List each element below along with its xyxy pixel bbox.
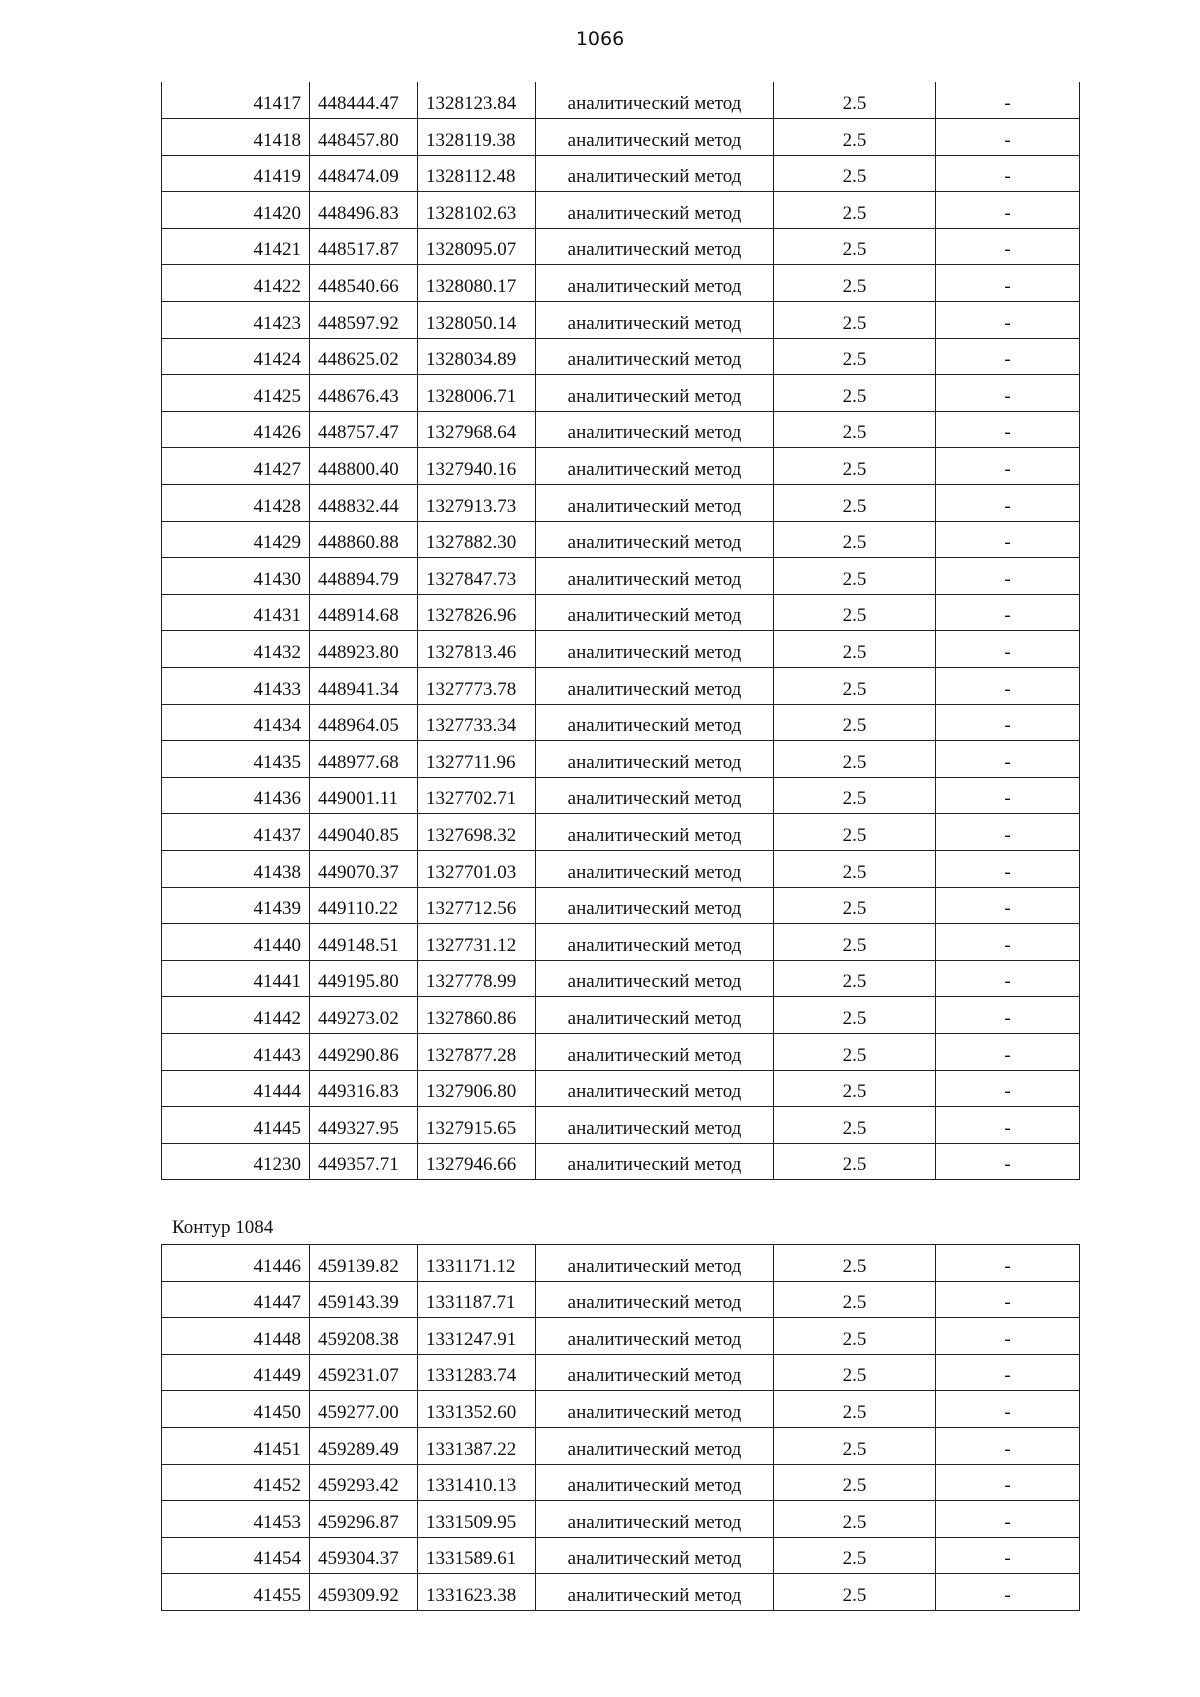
- table-row: [162, 1245, 1080, 1282]
- table-row: [162, 155, 1080, 192]
- method-cell: аналитический метод: [536, 82, 774, 119]
- description-cell: -: [936, 1245, 1080, 1282]
- x-coordinate-cell: 448597.92: [310, 302, 418, 339]
- y-coordinate-cell: 1327778.99: [418, 960, 536, 997]
- y-coordinate-cell: 1331387.22: [418, 1427, 536, 1464]
- description-cell: -: [936, 1427, 1080, 1464]
- x-coordinate-cell: 448625.02: [310, 338, 418, 375]
- description-cell: -: [936, 192, 1080, 229]
- x-coordinate-cell: 449001.11: [310, 777, 418, 814]
- x-coordinate-cell: 459231.07: [310, 1354, 418, 1391]
- point-id-cell: 41417: [162, 82, 310, 119]
- point-id-cell: 41431: [162, 594, 310, 631]
- accuracy-cell: 2.5: [774, 1427, 936, 1464]
- table-row: [162, 192, 1080, 229]
- y-coordinate-cell: 1331171.12: [418, 1245, 536, 1282]
- y-coordinate-cell: 1328119.38: [418, 119, 536, 156]
- description-cell: -: [936, 997, 1080, 1034]
- x-coordinate-cell: 448860.88: [310, 521, 418, 558]
- x-coordinate-cell: 448757.47: [310, 411, 418, 448]
- point-id-cell: 41443: [162, 1033, 310, 1070]
- y-coordinate-cell: 1327877.28: [418, 1033, 536, 1070]
- method-cell: аналитический метод: [536, 1354, 774, 1391]
- accuracy-cell: 2.5: [774, 960, 936, 997]
- accuracy-cell: 2.5: [774, 997, 936, 1034]
- y-coordinate-cell: 1331589.61: [418, 1537, 536, 1574]
- y-coordinate-cell: 1328102.63: [418, 192, 536, 229]
- y-coordinate-cell: 1327968.64: [418, 411, 536, 448]
- description-cell: -: [936, 887, 1080, 924]
- x-coordinate-cell: 449040.85: [310, 814, 418, 851]
- method-cell: аналитический метод: [536, 558, 774, 595]
- accuracy-cell: 2.5: [774, 521, 936, 558]
- table-row: [162, 1318, 1080, 1355]
- point-id-cell: 41445: [162, 1107, 310, 1144]
- point-id-cell: 41424: [162, 338, 310, 375]
- x-coordinate-cell: 449070.37: [310, 850, 418, 887]
- table-row: [162, 997, 1080, 1034]
- x-coordinate-cell: 459296.87: [310, 1501, 418, 1538]
- table-row: [162, 558, 1080, 595]
- x-coordinate-cell: 449316.83: [310, 1070, 418, 1107]
- y-coordinate-cell: 1327860.86: [418, 997, 536, 1034]
- page-number: 1066: [575, 28, 625, 50]
- description-cell: -: [936, 850, 1080, 887]
- accuracy-cell: 2.5: [774, 1281, 936, 1318]
- table-row: [162, 777, 1080, 814]
- description-cell: -: [936, 1033, 1080, 1070]
- x-coordinate-cell: 459277.00: [310, 1391, 418, 1428]
- method-cell: аналитический метод: [536, 1033, 774, 1070]
- point-id-cell: 41428: [162, 485, 310, 522]
- accuracy-cell: 2.5: [774, 594, 936, 631]
- accuracy-cell: 2.5: [774, 375, 936, 412]
- x-coordinate-cell: 449357.71: [310, 1143, 418, 1180]
- y-coordinate-cell: 1327698.32: [418, 814, 536, 851]
- x-coordinate-cell: 449110.22: [310, 887, 418, 924]
- accuracy-cell: 2.5: [774, 1537, 936, 1574]
- method-cell: аналитический метод: [536, 338, 774, 375]
- accuracy-cell: 2.5: [774, 338, 936, 375]
- description-cell: -: [936, 814, 1080, 851]
- description-cell: -: [936, 521, 1080, 558]
- y-coordinate-cell: 1331247.91: [418, 1318, 536, 1355]
- table-row: [162, 265, 1080, 302]
- method-cell: аналитический метод: [536, 741, 774, 778]
- point-id-cell: 41449: [162, 1354, 310, 1391]
- accuracy-cell: 2.5: [774, 777, 936, 814]
- description-cell: -: [936, 1354, 1080, 1391]
- contour-label: Контур 1084: [172, 1217, 274, 1238]
- accuracy-cell: 2.5: [774, 1318, 936, 1355]
- description-cell: -: [936, 1143, 1080, 1180]
- y-coordinate-cell: 1327701.03: [418, 850, 536, 887]
- table-row: [162, 1464, 1080, 1501]
- x-coordinate-cell: 448914.68: [310, 594, 418, 631]
- method-cell: аналитический метод: [536, 155, 774, 192]
- method-cell: аналитический метод: [536, 485, 774, 522]
- x-coordinate-cell: 449273.02: [310, 997, 418, 1034]
- method-cell: аналитический метод: [536, 1070, 774, 1107]
- y-coordinate-cell: 1327915.65: [418, 1107, 536, 1144]
- x-coordinate-cell: 459289.49: [310, 1427, 418, 1464]
- table-row: [162, 924, 1080, 961]
- accuracy-cell: 2.5: [774, 155, 936, 192]
- table-row: [162, 1427, 1080, 1464]
- point-id-cell: 41455: [162, 1574, 310, 1611]
- y-coordinate-cell: 1327940.16: [418, 448, 536, 485]
- accuracy-cell: 2.5: [774, 448, 936, 485]
- table-row: [162, 960, 1080, 997]
- x-coordinate-cell: 448894.79: [310, 558, 418, 595]
- point-id-cell: 41446: [162, 1245, 310, 1282]
- description-cell: -: [936, 924, 1080, 961]
- accuracy-cell: 2.5: [774, 265, 936, 302]
- table-row: [162, 668, 1080, 705]
- table-row: [162, 1281, 1080, 1318]
- method-cell: аналитический метод: [536, 1281, 774, 1318]
- accuracy-cell: 2.5: [774, 411, 936, 448]
- accuracy-cell: 2.5: [774, 850, 936, 887]
- x-coordinate-cell: 448676.43: [310, 375, 418, 412]
- description-cell: -: [936, 704, 1080, 741]
- accuracy-cell: 2.5: [774, 119, 936, 156]
- contour-1084-table: [161, 1244, 1080, 1611]
- method-cell: аналитический метод: [536, 375, 774, 412]
- method-cell: аналитический метод: [536, 1391, 774, 1428]
- point-id-cell: 41427: [162, 448, 310, 485]
- y-coordinate-cell: 1328006.71: [418, 375, 536, 412]
- accuracy-cell: 2.5: [774, 704, 936, 741]
- accuracy-cell: 2.5: [774, 1245, 936, 1282]
- accuracy-cell: 2.5: [774, 741, 936, 778]
- x-coordinate-cell: 448964.05: [310, 704, 418, 741]
- method-cell: аналитический метод: [536, 448, 774, 485]
- point-id-cell: 41442: [162, 997, 310, 1034]
- table-row: [162, 448, 1080, 485]
- table-row: [162, 1033, 1080, 1070]
- x-coordinate-cell: 459139.82: [310, 1245, 418, 1282]
- method-cell: аналитический метод: [536, 594, 774, 631]
- y-coordinate-cell: 1331283.74: [418, 1354, 536, 1391]
- y-coordinate-cell: 1328080.17: [418, 265, 536, 302]
- method-cell: аналитический метод: [536, 1143, 774, 1180]
- method-cell: аналитический метод: [536, 814, 774, 851]
- table-row: [162, 887, 1080, 924]
- description-cell: -: [936, 82, 1080, 119]
- description-cell: -: [936, 777, 1080, 814]
- accuracy-cell: 2.5: [774, 1107, 936, 1144]
- description-cell: -: [936, 668, 1080, 705]
- description-cell: -: [936, 485, 1080, 522]
- point-id-cell: 41426: [162, 411, 310, 448]
- accuracy-cell: 2.5: [774, 1354, 936, 1391]
- table-row: [162, 485, 1080, 522]
- accuracy-cell: 2.5: [774, 192, 936, 229]
- table-row: [162, 119, 1080, 156]
- point-id-cell: 41421: [162, 228, 310, 265]
- y-coordinate-cell: 1327711.96: [418, 741, 536, 778]
- accuracy-cell: 2.5: [774, 228, 936, 265]
- x-coordinate-cell: 449195.80: [310, 960, 418, 997]
- y-coordinate-cell: 1327826.96: [418, 594, 536, 631]
- table-row: [162, 411, 1080, 448]
- table-row: [162, 814, 1080, 851]
- x-coordinate-cell: 448496.83: [310, 192, 418, 229]
- y-coordinate-cell: 1327712.56: [418, 887, 536, 924]
- method-cell: аналитический метод: [536, 631, 774, 668]
- description-cell: -: [936, 1281, 1080, 1318]
- accuracy-cell: 2.5: [774, 1143, 936, 1180]
- x-coordinate-cell: 459293.42: [310, 1464, 418, 1501]
- table-row: [162, 850, 1080, 887]
- description-cell: -: [936, 155, 1080, 192]
- table-row: [162, 302, 1080, 339]
- method-cell: аналитический метод: [536, 997, 774, 1034]
- table-row: [162, 338, 1080, 375]
- description-cell: -: [936, 1464, 1080, 1501]
- y-coordinate-cell: 1327847.73: [418, 558, 536, 595]
- description-cell: -: [936, 1574, 1080, 1611]
- point-id-cell: 41451: [162, 1427, 310, 1464]
- method-cell: аналитический метод: [536, 1245, 774, 1282]
- y-coordinate-cell: 1331187.71: [418, 1281, 536, 1318]
- point-id-cell: 41439: [162, 887, 310, 924]
- point-id-cell: 41453: [162, 1501, 310, 1538]
- table-row: [162, 375, 1080, 412]
- method-cell: аналитический метод: [536, 1537, 774, 1574]
- table-row: [162, 631, 1080, 668]
- y-coordinate-cell: 1327731.12: [418, 924, 536, 961]
- x-coordinate-cell: 448540.66: [310, 265, 418, 302]
- table-row: [162, 521, 1080, 558]
- point-id-cell: 41448: [162, 1318, 310, 1355]
- description-cell: -: [936, 119, 1080, 156]
- point-id-cell: 41444: [162, 1070, 310, 1107]
- method-cell: аналитический метод: [536, 1107, 774, 1144]
- point-id-cell: 41230: [162, 1143, 310, 1180]
- x-coordinate-cell: 448517.87: [310, 228, 418, 265]
- table-row: [162, 1391, 1080, 1428]
- method-cell: аналитический метод: [536, 302, 774, 339]
- method-cell: аналитический метод: [536, 1574, 774, 1611]
- accuracy-cell: 2.5: [774, 82, 936, 119]
- accuracy-cell: 2.5: [774, 924, 936, 961]
- method-cell: аналитический метод: [536, 960, 774, 997]
- x-coordinate-cell: 449148.51: [310, 924, 418, 961]
- y-coordinate-cell: 1327773.78: [418, 668, 536, 705]
- accuracy-cell: 2.5: [774, 1574, 936, 1611]
- y-coordinate-cell: 1331509.95: [418, 1501, 536, 1538]
- method-cell: аналитический метод: [536, 411, 774, 448]
- x-coordinate-cell: 448474.09: [310, 155, 418, 192]
- y-coordinate-cell: 1328123.84: [418, 82, 536, 119]
- point-id-cell: 41418: [162, 119, 310, 156]
- method-cell: аналитический метод: [536, 1464, 774, 1501]
- y-coordinate-cell: 1328050.14: [418, 302, 536, 339]
- method-cell: аналитический метод: [536, 1501, 774, 1538]
- method-cell: аналитический метод: [536, 887, 774, 924]
- x-coordinate-cell: 459143.39: [310, 1281, 418, 1318]
- point-id-cell: 41425: [162, 375, 310, 412]
- y-coordinate-cell: 1327946.66: [418, 1143, 536, 1180]
- method-cell: аналитический метод: [536, 192, 774, 229]
- description-cell: -: [936, 1501, 1080, 1538]
- table-row: [162, 1354, 1080, 1391]
- point-id-cell: 41419: [162, 155, 310, 192]
- method-cell: аналитический метод: [536, 777, 774, 814]
- x-coordinate-cell: 448800.40: [310, 448, 418, 485]
- accuracy-cell: 2.5: [774, 1070, 936, 1107]
- accuracy-cell: 2.5: [774, 1391, 936, 1428]
- description-cell: -: [936, 558, 1080, 595]
- y-coordinate-cell: 1327813.46: [418, 631, 536, 668]
- point-id-cell: 41432: [162, 631, 310, 668]
- method-cell: аналитический метод: [536, 521, 774, 558]
- point-id-cell: 41447: [162, 1281, 310, 1318]
- y-coordinate-cell: 1327702.71: [418, 777, 536, 814]
- y-coordinate-cell: 1327906.80: [418, 1070, 536, 1107]
- y-coordinate-cell: 1331410.13: [418, 1464, 536, 1501]
- table-row: [162, 704, 1080, 741]
- y-coordinate-cell: 1328095.07: [418, 228, 536, 265]
- description-cell: -: [936, 1070, 1080, 1107]
- x-coordinate-cell: 449290.86: [310, 1033, 418, 1070]
- table-row: [162, 741, 1080, 778]
- description-cell: -: [936, 228, 1080, 265]
- table-row: [162, 82, 1080, 119]
- description-cell: -: [936, 631, 1080, 668]
- point-id-cell: 41436: [162, 777, 310, 814]
- x-coordinate-cell: 448832.44: [310, 485, 418, 522]
- coordinates-table: [161, 82, 1080, 1180]
- description-cell: -: [936, 960, 1080, 997]
- point-id-cell: 41438: [162, 850, 310, 887]
- method-cell: аналитический метод: [536, 924, 774, 961]
- y-coordinate-cell: 1327733.34: [418, 704, 536, 741]
- table-row: [162, 1574, 1080, 1611]
- description-cell: -: [936, 375, 1080, 412]
- x-coordinate-cell: 459304.37: [310, 1537, 418, 1574]
- description-cell: -: [936, 1391, 1080, 1428]
- y-coordinate-cell: 1331352.60: [418, 1391, 536, 1428]
- accuracy-cell: 2.5: [774, 558, 936, 595]
- description-cell: -: [936, 338, 1080, 375]
- y-coordinate-cell: 1328034.89: [418, 338, 536, 375]
- description-cell: -: [936, 448, 1080, 485]
- x-coordinate-cell: 448923.80: [310, 631, 418, 668]
- table-row: [162, 1501, 1080, 1538]
- accuracy-cell: 2.5: [774, 485, 936, 522]
- description-cell: -: [936, 741, 1080, 778]
- description-cell: -: [936, 411, 1080, 448]
- description-cell: -: [936, 1537, 1080, 1574]
- point-id-cell: 41454: [162, 1537, 310, 1574]
- point-id-cell: 41452: [162, 1464, 310, 1501]
- x-coordinate-cell: 448457.80: [310, 119, 418, 156]
- method-cell: аналитический метод: [536, 704, 774, 741]
- accuracy-cell: 2.5: [774, 668, 936, 705]
- method-cell: аналитический метод: [536, 119, 774, 156]
- description-cell: -: [936, 594, 1080, 631]
- accuracy-cell: 2.5: [774, 1033, 936, 1070]
- point-id-cell: 41440: [162, 924, 310, 961]
- x-coordinate-cell: 449327.95: [310, 1107, 418, 1144]
- point-id-cell: 41430: [162, 558, 310, 595]
- point-id-cell: 41429: [162, 521, 310, 558]
- x-coordinate-cell: 448444.47: [310, 82, 418, 119]
- point-id-cell: 41450: [162, 1391, 310, 1428]
- accuracy-cell: 2.5: [774, 1464, 936, 1501]
- accuracy-cell: 2.5: [774, 814, 936, 851]
- table-row: [162, 1107, 1080, 1144]
- description-cell: -: [936, 1107, 1080, 1144]
- accuracy-cell: 2.5: [774, 887, 936, 924]
- point-id-cell: 41434: [162, 704, 310, 741]
- point-id-cell: 41420: [162, 192, 310, 229]
- description-cell: -: [936, 1318, 1080, 1355]
- table-row: [162, 228, 1080, 265]
- table-row: [162, 1143, 1080, 1180]
- x-coordinate-cell: 448941.34: [310, 668, 418, 705]
- method-cell: аналитический метод: [536, 668, 774, 705]
- table-row: [162, 1070, 1080, 1107]
- method-cell: аналитический метод: [536, 265, 774, 302]
- x-coordinate-cell: 459208.38: [310, 1318, 418, 1355]
- method-cell: аналитический метод: [536, 1427, 774, 1464]
- x-coordinate-cell: 459309.92: [310, 1574, 418, 1611]
- method-cell: аналитический метод: [536, 850, 774, 887]
- table-row: [162, 594, 1080, 631]
- point-id-cell: 41437: [162, 814, 310, 851]
- accuracy-cell: 2.5: [774, 631, 936, 668]
- x-coordinate-cell: 448977.68: [310, 741, 418, 778]
- accuracy-cell: 2.5: [774, 302, 936, 339]
- y-coordinate-cell: 1328112.48: [418, 155, 536, 192]
- point-id-cell: 41423: [162, 302, 310, 339]
- y-coordinate-cell: 1327913.73: [418, 485, 536, 522]
- point-id-cell: 41435: [162, 741, 310, 778]
- method-cell: аналитический метод: [536, 228, 774, 265]
- y-coordinate-cell: 1331623.38: [418, 1574, 536, 1611]
- table-row: [162, 1537, 1080, 1574]
- y-coordinate-cell: 1327882.30: [418, 521, 536, 558]
- accuracy-cell: 2.5: [774, 1501, 936, 1538]
- point-id-cell: 41441: [162, 960, 310, 997]
- point-id-cell: 41433: [162, 668, 310, 705]
- description-cell: -: [936, 302, 1080, 339]
- description-cell: -: [936, 265, 1080, 302]
- method-cell: аналитический метод: [536, 1318, 774, 1355]
- point-id-cell: 41422: [162, 265, 310, 302]
